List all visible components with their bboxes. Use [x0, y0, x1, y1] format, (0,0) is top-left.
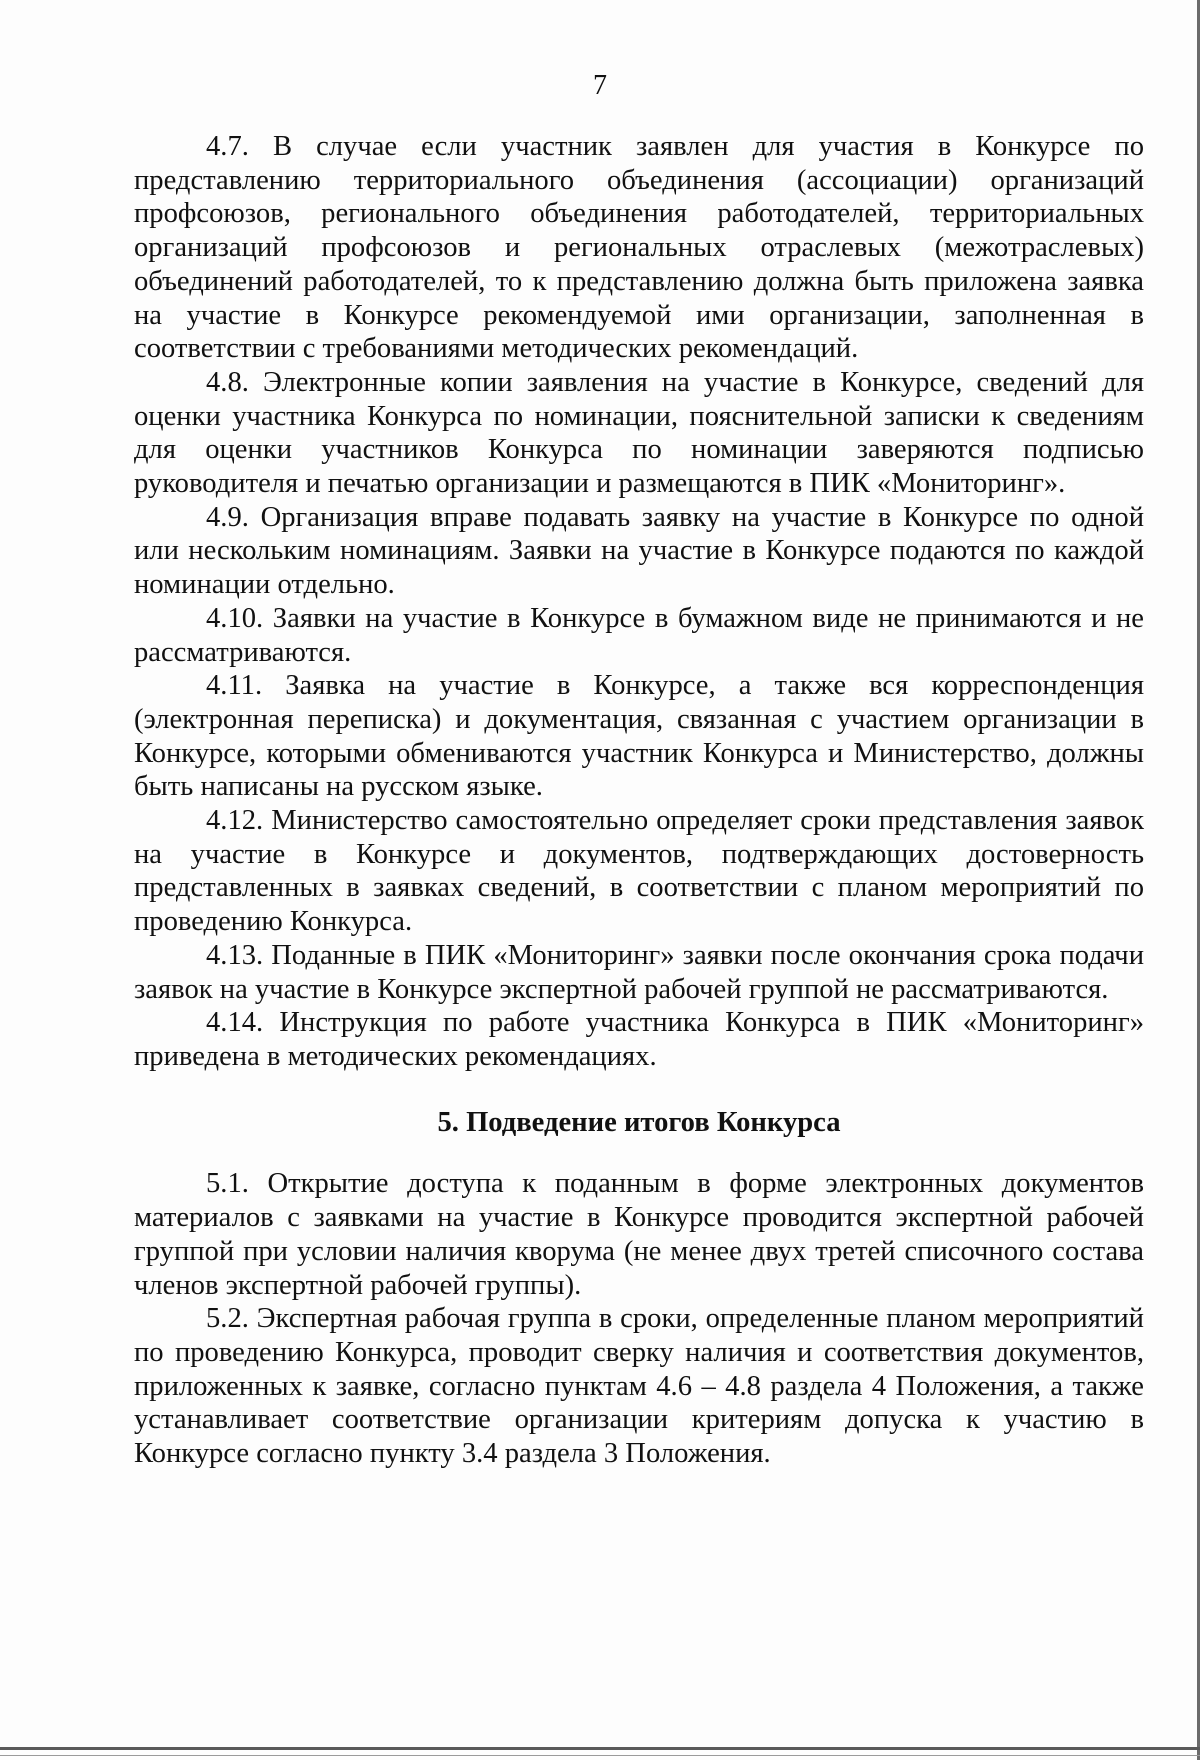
section-heading: 5. Подведение итогов Конкурса: [437, 1106, 841, 1138]
paragraph-4-14: 4.14. Инструкция по работе участника Конкурса в ПИК «Мониторинг» приведена в методических рекомендациях.: [134, 1007, 1144, 1072]
paragraph-5-2: 5.2. Экспертная рабочая группа в сроки, определенные планом мероприятий по проведению Конкурса, проводит сверку наличия и соответствия документов, приложенных к заявке, согласно пунктам 4.6 – 4.8 раздела 4 Положения, а также устанавливает соответствие организации критериям допуска к участию в Конкурсе согласно пункту 3.4 раздела 3 Положения.: [134, 1303, 1144, 1470]
paragraph-5-1: 5.1. Открытие доступа к поданным в форме электронных документов материалов с заявками на участие в Конкурсе проводится экспертной рабочей группой при условии наличия кворума (не менее двух третей списочного состава членов экспертной рабочей группы).: [134, 1168, 1144, 1301]
page-number: 7: [593, 70, 607, 101]
paragraph-4-10: 4.10. Заявки на участие в Конкурсе в бумажном виде не принимаются и не рассматриваются.: [134, 602, 1144, 668]
paragraph-4-13: 4.13. Поданные в ПИК «Мониторинг» заявки после окончания срока подачи заявок на участие в Конкурсе экспертной рабочей группой не рассматриваются.: [134, 939, 1144, 1005]
paragraph-4-8: 4.8. Электронные копии заявления на участие в Конкурсе, сведений для оценки участника Конкурса по номинации, пояснительной записки к сведениям для оценки участников Конкурса по номинации заверяются подписью руководителя и печатью организации и размещаются в ПИК «Мониторинг».: [134, 366, 1144, 500]
paragraph-4-9: 4.9. Организация вправе подавать заявку на участие в Конкурсе по одной или нескольким номинациям. Заявки на участие в Конкурсе подаются по каждой номинации отдельно.: [134, 501, 1144, 601]
document-body: [134, 130, 1144, 1471]
paragraph-4-12: 4.12. Министерство самостоятельно определяет сроки представления заявок на участие в Конкурсе и документов, подтверждающих достоверность представленных в заявках сведений, в соответствии с планом мероприятий по проведению Конкурса.: [134, 805, 1144, 938]
scan-edge-bottom: [0, 1747, 1200, 1750]
paragraph-4-7: 4.7. В случае если участник заявлен для участия в Конкурсе по представлению территориального объединения (ассоциации) организаций профсоюзов, регионального объединения работодателей, территориальных организаций профсоюзов и региональных отраслевых (межотраслевых) объединений работодателей, то к представлению должна быть приложена заявка на участие в Конкурсе рекомендуемой ими организации, заполненная в соответствии с требованиями методических рекомендаций.: [134, 131, 1144, 365]
paragraph-4-11: 4.11. Заявка на участие в Конкурсе, а также вся корреспонденция (электронная переписка) и документация, связанная с участием организации в Конкурсе, которыми обмениваются участник Конкурса и Министерство, должны быть написаны на русском языке.: [134, 670, 1144, 803]
scan-edge-bottom-thin: [0, 1755, 1200, 1756]
